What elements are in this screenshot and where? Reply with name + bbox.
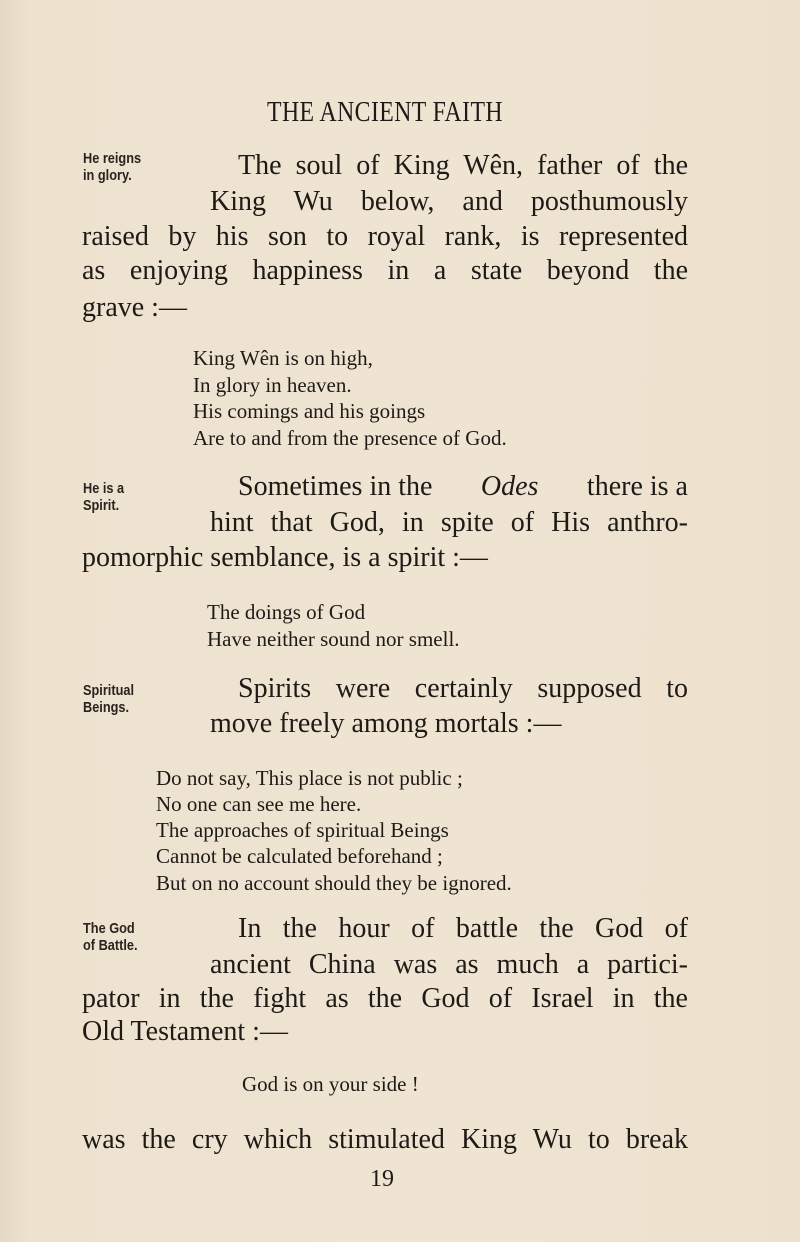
- text-run: Sometimes in the: [238, 471, 433, 502]
- verse-line: In glory in heaven.: [193, 373, 352, 397]
- marginal-note-he-reigns: [83, 150, 160, 184]
- verse-line: King Wên is on high,: [193, 346, 373, 370]
- marginal-note-god-of-battle: [83, 920, 160, 954]
- verse-line: Do not say, This place is not public ;: [156, 766, 463, 790]
- verse-line: Cannot be calculated beforehand ;: [156, 844, 443, 868]
- paragraph-line: grave :—: [82, 292, 187, 323]
- marginal-note-line: in glory.: [83, 167, 132, 184]
- text-run: there is a: [586, 471, 688, 502]
- marginal-note-he-is-a-spirit: [83, 480, 160, 514]
- paragraph-line: King Wu below, and posthumously: [210, 186, 688, 217]
- paragraph-line: hint that God, in spite of His anthro-: [210, 507, 688, 538]
- verse-line: God is on your side !: [242, 1072, 419, 1096]
- marginal-note-line: He reigns: [83, 150, 142, 167]
- paragraph-line: was the cry which stimulated King Wu to break: [82, 1124, 688, 1155]
- paragraph-line: Old Testament :—: [82, 1016, 288, 1047]
- marginal-note-line: He is a: [83, 480, 125, 497]
- verse-line: No one can see me here.: [156, 792, 362, 816]
- verse-line: The approaches of spiritual Beings: [156, 818, 449, 842]
- italic-title-odes: Odes: [480, 471, 539, 502]
- verse-line: Have neither sound nor smell.: [207, 627, 460, 651]
- paragraph-line: move freely among mortals :—: [210, 708, 562, 739]
- marginal-note-line: Spirit.: [83, 497, 120, 514]
- paragraph-line: In the hour of battle the God of: [238, 913, 688, 944]
- verse-line: But on no account should they be ignored.: [156, 871, 512, 895]
- page-number: 19: [370, 1166, 394, 1192]
- verse-line: Are to and from the presence of God.: [193, 426, 507, 450]
- paragraph-line: [238, 471, 688, 503]
- paragraph-line: raised by his son to royal rank, is represented: [82, 221, 688, 252]
- verse-line: The doings of God: [207, 600, 366, 624]
- marginal-note-spiritual-beings: [83, 682, 160, 716]
- paragraph-line: The soul of King Wên, father of the: [238, 150, 688, 181]
- marginal-note-line: Spiritual: [83, 682, 135, 699]
- marginal-note-line: of Battle.: [83, 937, 138, 954]
- paragraph-line: ancient China was as much a partici-: [210, 949, 688, 980]
- paragraph-line: as enjoying happiness in a state beyond the: [82, 255, 688, 286]
- marginal-note-line: The God: [83, 920, 135, 937]
- marginal-note-line: Beings.: [83, 699, 130, 716]
- paragraph-line: Spirits were certainly supposed to: [238, 673, 688, 704]
- running-head: THE ANCIENT FAITH: [267, 96, 503, 128]
- paragraph-line: pomorphic semblance, is a spirit :—: [82, 542, 488, 573]
- paragraph-line: pator in the fight as the God of Israel in the: [82, 983, 688, 1014]
- verse-line: His comings and his goings: [193, 399, 426, 423]
